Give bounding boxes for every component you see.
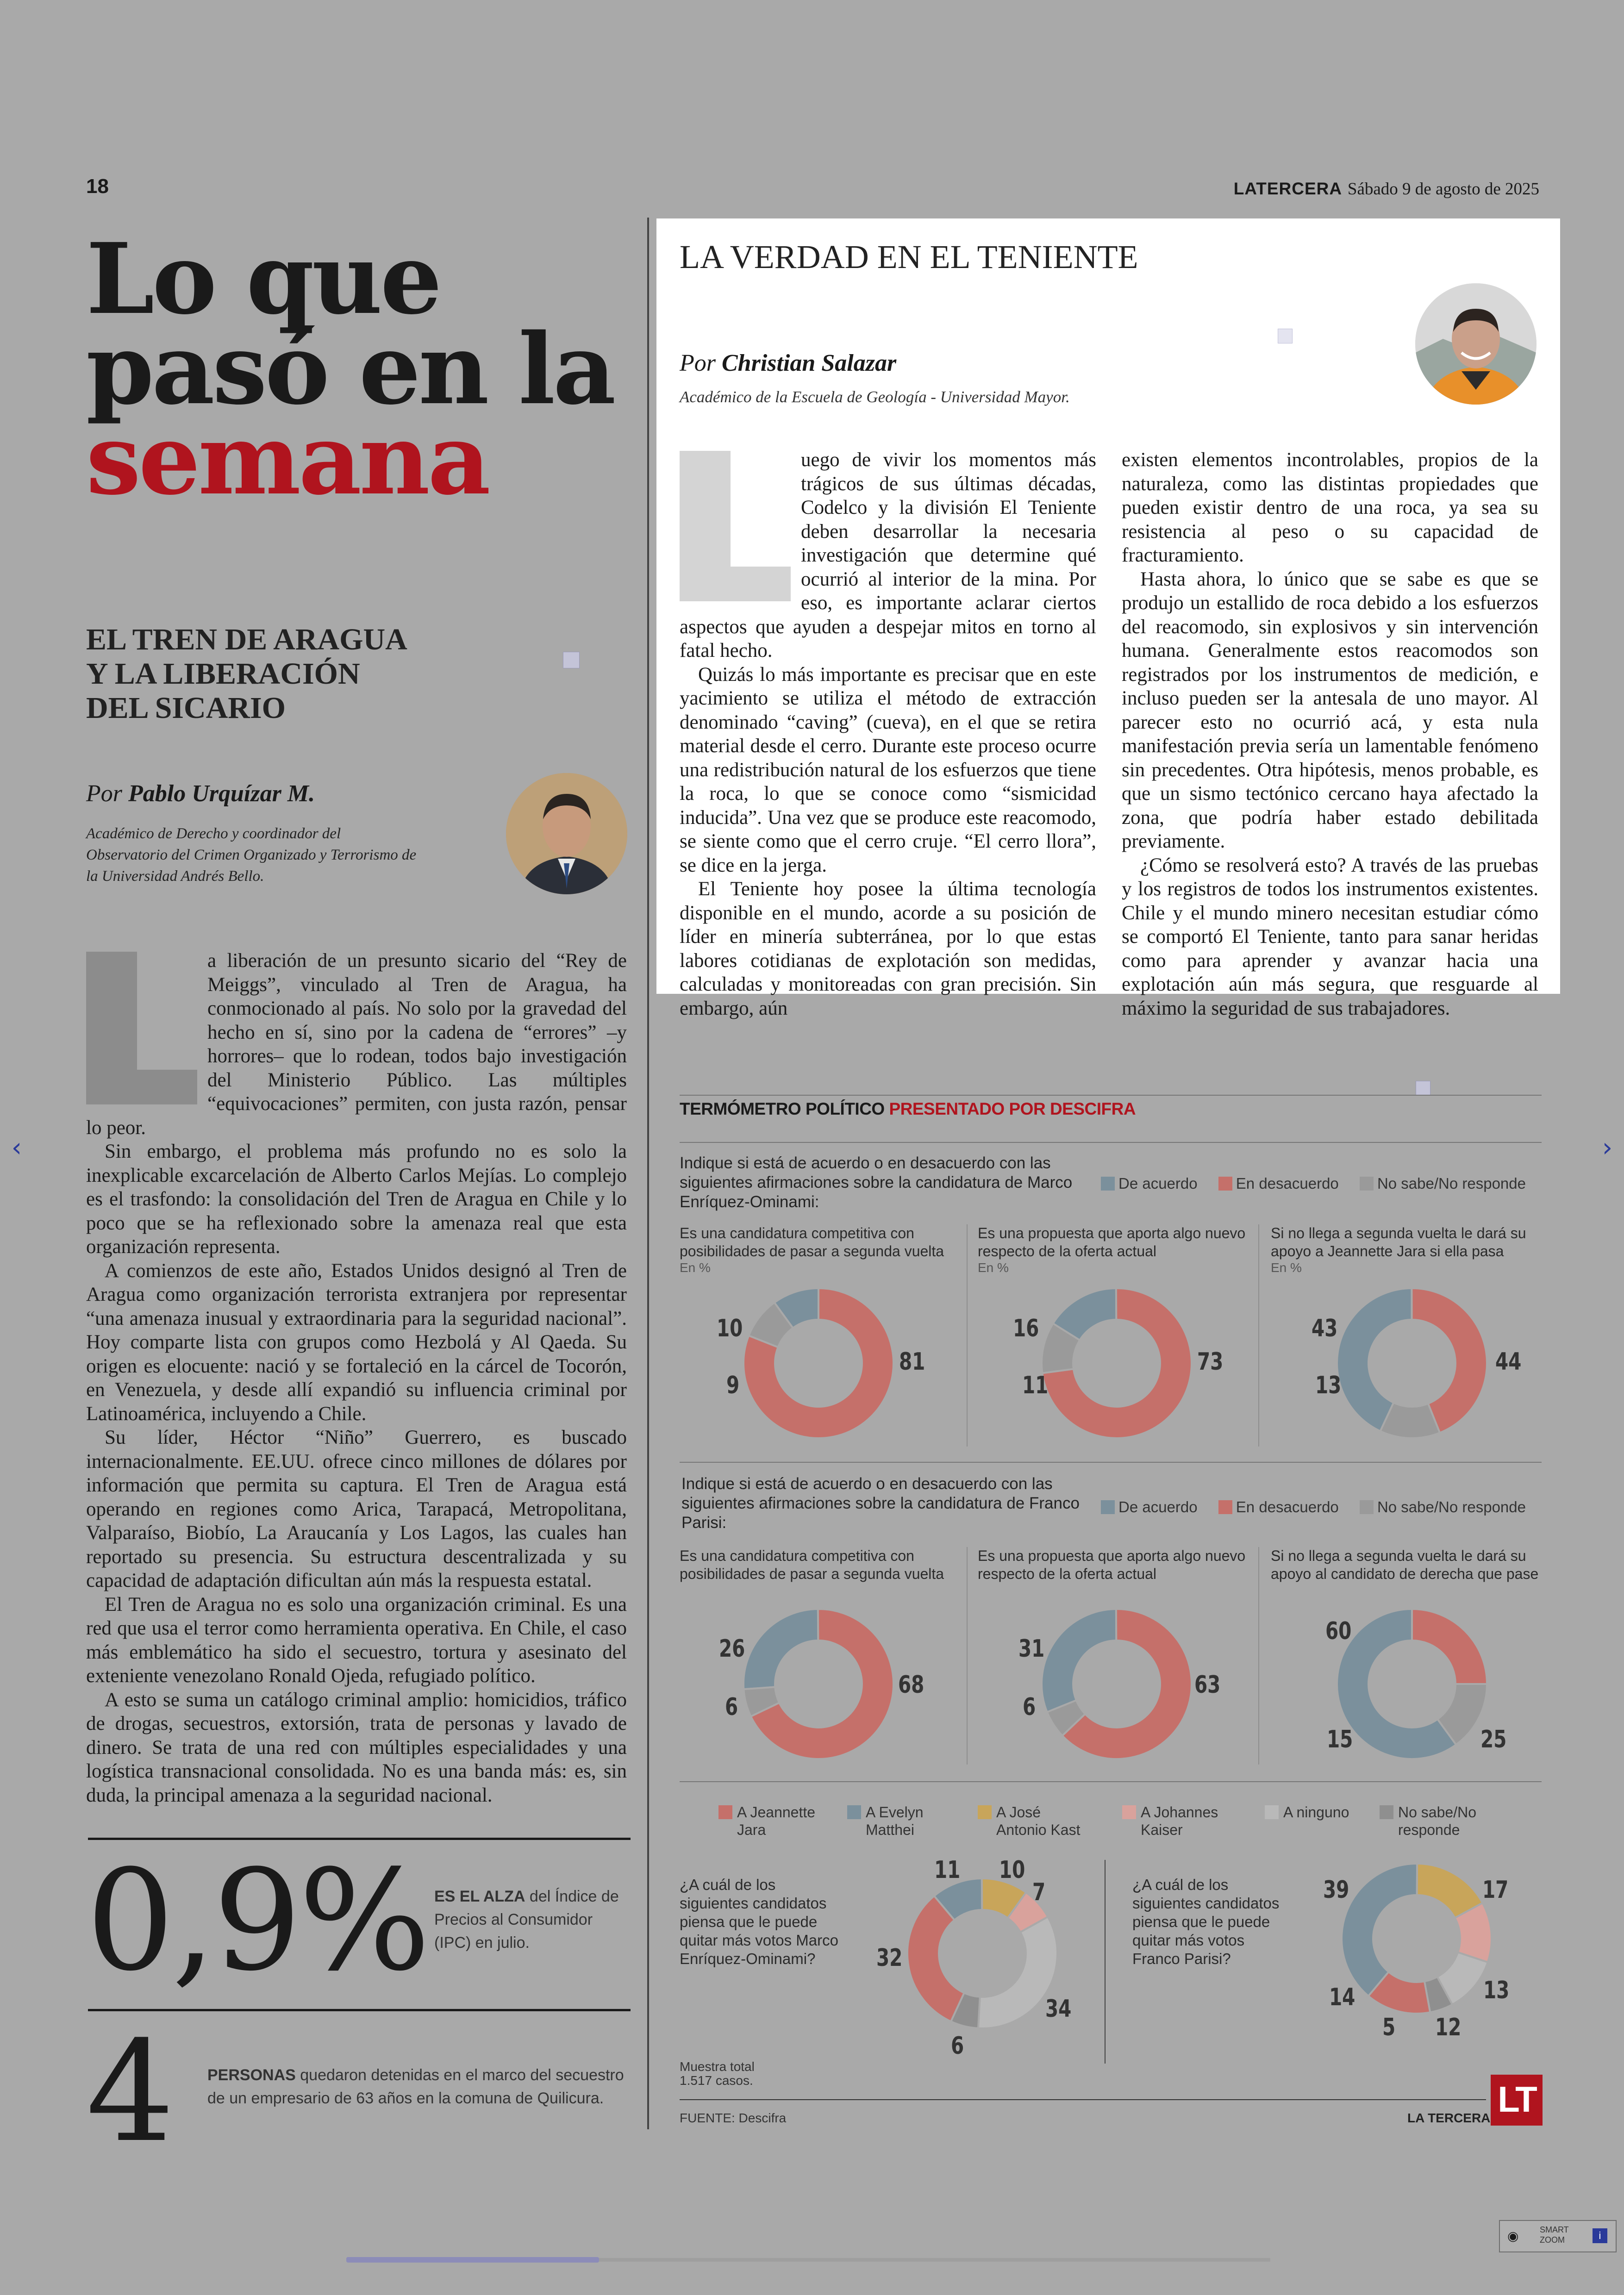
data-label: 6 [1022, 1693, 1036, 1721]
section-title-line: pasó en la [86, 312, 614, 426]
chart-title: Es una propuesta que aporta algo nuevo respecto de la oferta actual [978, 1225, 1246, 1260]
legend-item: A ninguno [1265, 1803, 1357, 1821]
author-portrait-illustration [506, 773, 627, 894]
donut-chart [1333, 1285, 1491, 1442]
data-label: 11 [934, 1856, 961, 1884]
legend-swatch [1360, 1500, 1374, 1514]
data-label: 31 [1018, 1635, 1045, 1663]
paragraph: ¿Cómo se resolverá esto? A través de las pruebas y los registros de todos los instrumentos existentes. Chile y el mundo minero necesitan estudiar cómo se comportó El Teniente, tanto para sanar heridas como para aprender y avanzar hacia una explotación aún más segura, que resguarde al máximo la seguridad de sus trabajadores. [1122, 854, 1538, 1019]
legend-item: A Evelyn Matthei [847, 1803, 954, 1839]
opinion-byline [680, 349, 896, 377]
data-label: 68 [898, 1671, 924, 1699]
donut-slice [1042, 1609, 1116, 1712]
section-title-highlight: semana [86, 402, 488, 517]
legend-item: A José Antonio Kast [978, 1803, 1089, 1839]
donut-slice [1342, 1864, 1417, 1996]
legend-item: No sabe/No responde [1360, 1498, 1526, 1515]
stat-caption [207, 2064, 633, 2110]
stat-caption-bold: ES EL ALZA [434, 1888, 525, 1905]
masthead [1234, 179, 1539, 199]
author-name: Christian Salazar [722, 350, 897, 376]
legend-swatch [847, 1805, 861, 1819]
stat-big-number: 4 [86, 2011, 175, 2173]
author-photo [1415, 283, 1537, 405]
article-title-line: EL TREN DE ARAGUA [86, 623, 407, 656]
legend-item: A Jeannette Jara [718, 1803, 825, 1839]
legend-swatch [1122, 1805, 1136, 1819]
poll-legend [1101, 1175, 1526, 1192]
byline-prefix: Por [86, 780, 128, 807]
divider [680, 1781, 1542, 1782]
drop-cap-l [680, 451, 791, 601]
legend-swatch [1265, 1805, 1279, 1819]
legend-item: De acuerdo [1101, 1175, 1198, 1192]
poll-title-sponsor: PRESENTADO POR DESCIFRA [889, 1099, 1136, 1118]
smart-zoom-button[interactable] [1499, 2220, 1617, 2252]
paragraph: uego de vivir los momentos más trágicos de sus últimas décadas, Codelco y la división El Teniente deben desarrollar la necesaria investigación que determine qué ocurrió al interior de la mina. Por eso, es importante aclarar ciertos aspectos que ayuden a despejar mitos en torno al fatal hecho. [680, 449, 1096, 661]
legend-item: No sabe/No responde [1380, 1803, 1491, 1839]
page-scroll-thumb[interactable] [346, 2257, 599, 2263]
stat-caption-text: quedaron detenidas en el marco del secuestro de un empresario de 63 años en la comuna de Quilicura. [207, 2066, 624, 2107]
note-marker-icon[interactable] [563, 652, 580, 668]
chart-unit: En % [1271, 1260, 1302, 1275]
stat-big-value: 0,9% [86, 1840, 428, 2002]
article-body-left [86, 949, 627, 1807]
chart-panel [680, 1547, 967, 1583]
paragraph: Hasta ahora, lo único que se sabe es que se produjo un estallido de roca debido a los esfuerzos del reacomodo, sin explosivos y sin intervención humana. Generalmente estos reacomodos son registrados por los instrumentos de medición, e incluso pueden ser la antesala de uno mayor. Al parecer esto no ocurrió acá, y esta nula manifestación previa sería un lamentable fenómeno sin precedentes. Otra hipótesis, menos probable, es que un sismo tectónico cercano haya afectado la zona, que podría haber estado debilitada previamente. [1122, 568, 1538, 852]
la-tercera-logo [1491, 2075, 1543, 2126]
stat-caption [434, 1885, 629, 1954]
section-title-line: Lo que [86, 222, 440, 336]
note-marker-icon[interactable] [1278, 329, 1293, 343]
legend-swatch [1101, 1500, 1115, 1514]
eye-icon: ◉ [1507, 2228, 1519, 2244]
byline [86, 780, 315, 807]
chart-panel [1271, 1224, 1544, 1275]
chart-panel [978, 1547, 1255, 1583]
data-label: 25 [1480, 1726, 1507, 1753]
paragraph: A esto se suma un catálogo criminal amplio: homicidios, tráfico de drogas, secuestros, extorsión, trata de personas y lavado de dinero. Se trata de una red con múltiples especialidades y una logística transnacional consolidada. No es una banda más: es, sin duda, la principal amenaza a la seguridad nacional. [86, 1689, 627, 1806]
stat-caption-bold: PERSONAS [207, 2066, 296, 2084]
data-label: 73 [1197, 1348, 1224, 1376]
divider [680, 1095, 1542, 1096]
legend-swatch [1101, 1177, 1115, 1191]
divider [680, 1142, 1542, 1143]
article-title-line: DEL SICARIO [86, 691, 286, 725]
data-label: 43 [1311, 1315, 1338, 1342]
author-bio: Académico de Derecho y coordinador del Observatorio del Crimen Organizado y Terrorismo de la Universidad Andrés Bello. [86, 825, 417, 885]
paragraph: Su líder, Héctor “Niño” Guerrero, es buscado internacionalmente. EE.UU. ofrece cinco millones de dólares por información que permita su captura. El Tren de Aragua está operando en regiones como Arica, Tarapacá, Metropolitana, Valparaíso, Biobío, La Araucanía y Los Lagos, las cuales han reportado su presencia. Su estructura descentralizada y su capacidad de adaptación dificultan aún más la respuesta estatal. [86, 1427, 627, 1591]
legend-swatch [718, 1805, 732, 1819]
chart-title: Es una candidatura competitiva con posibilidades de pasar a segunda vuelta [680, 1225, 944, 1260]
poll-title-main: TERMÓMETRO POLÍTICO [680, 1099, 885, 1118]
next-page-arrow-icon[interactable]: › [1602, 1133, 1613, 1163]
data-label: 6 [950, 2032, 964, 2060]
data-label: 63 [1194, 1671, 1221, 1699]
data-label: 10 [716, 1315, 743, 1342]
poll-question: ¿A cuál de los siguientes candidatos piensa que le puede quitar más votos Marco Enríquez-Ominami? [680, 1876, 838, 1967]
poll-title [680, 1099, 1136, 1119]
legend-swatch [1380, 1805, 1393, 1819]
legend-swatch [1218, 1177, 1232, 1191]
page-number: 18 [86, 175, 109, 198]
donut-chart [1333, 1605, 1491, 1763]
donut-chart [1038, 1285, 1195, 1442]
chart-unit: En % [978, 1260, 1009, 1275]
poll-question: Indique si está de acuerdo o en desacuerdo con las siguientes afirmaciones sobre la candidatura de Marco Enríquez-Ominami: [680, 1154, 1073, 1211]
legend-swatch [1360, 1177, 1374, 1191]
chart-panel [978, 1224, 1251, 1275]
legend-item: De acuerdo [1101, 1498, 1198, 1515]
donut-slice [1412, 1609, 1487, 1684]
data-label: 13 [1315, 1372, 1342, 1399]
info-icon: i [1593, 2228, 1607, 2243]
panel-divider [1258, 1547, 1259, 1765]
data-label: 7 [1032, 1878, 1046, 1906]
paragraph: Quizás lo más importante es precisar que en este yacimiento se utiliza el método de extracción denominado “caving” (cueva), en el que se retira material desde el cerro. Durante este proceso ocurre una redistribución natural de los esfuerzos que tiene la roca, lo que se conoce como “sismicidad inducida”. Una vez que se produce este reacomodo, se siente como que el cerro cruje. “El cerro llora”, se dice en la jerga. [680, 663, 1096, 876]
previous-page-arrow-icon[interactable]: ‹ [11, 1133, 22, 1163]
data-label: 81 [899, 1348, 925, 1376]
panel-divider [1258, 1224, 1259, 1447]
drop-cap-l [86, 952, 197, 1104]
paragraph: A comienzos de este año, Estados Unidos designó al Tren de Aragua como organización terrorista extranjera por representar “una amenaza inusual y extraordinaria para la seguridad nacional”. Hoy comparte lista con grupos como Hezbolá y Al Qaeda. Su origen es elocuente: nació y se fortaleció en la cárcel de Tocorón, en Venezuela, y desde allí expandió su influencia criminal por Latinoamérica, incluyendo a Chile. [86, 1260, 627, 1425]
opinion-column-2 [1122, 448, 1538, 1020]
data-label: 11 [1022, 1372, 1049, 1399]
data-label: 14 [1329, 1983, 1355, 2011]
paragraph: El Tren de Aragua no es solo una organización criminal. Es una red que usa el terror como herramienta operativa. En Chile, el caso más emblemático ha sido el secuestro, tortura y asesinato del exteniente venezolano Ronald Ojeda, refugiado político. [86, 1593, 627, 1687]
opinion-column-1 [680, 448, 1096, 1020]
author-bio: Académico de la Escuela de Geología - Universidad Mayor. [680, 388, 1070, 406]
data-label: 16 [1012, 1315, 1039, 1342]
data-label: 44 [1495, 1348, 1522, 1376]
donut-chart [1338, 1860, 1495, 2017]
paragraph: El Teniente hoy posee la última tecnología disponible en el mundo, acorde a su posición de líder en minería subterránea, por lo que estas labores cotidianas de explotación son medidas, calculadas y monitoreadas con gran precisión. Sin embargo, aún [680, 878, 1096, 1019]
data-label: 60 [1325, 1617, 1352, 1645]
panel-divider [1105, 1860, 1106, 2064]
donut-chart [740, 1605, 897, 1763]
data-label: 26 [718, 1635, 745, 1663]
donut-slice [743, 1609, 818, 1689]
poll-question: ¿A cuál de los siguientes candidatos piensa que le puede quitar más votos Franco Parisi? [1132, 1876, 1280, 1967]
issue-date: Sábado 9 de agosto de 2025 [1347, 180, 1539, 199]
panel-divider [967, 1224, 968, 1447]
byline-prefix: Por [680, 350, 722, 376]
source-note: FUENTE: Descifra [680, 2111, 787, 2125]
chart-title: Es una propuesta que aporta algo nuevo respecto de la oferta actual [978, 1547, 1246, 1582]
note-marker-icon[interactable] [1416, 1081, 1430, 1096]
chart-title: Si no llega a segunda vuelta le dará su apoyo al candidato de derecha que pase [1271, 1547, 1539, 1582]
divider [680, 2099, 1486, 2100]
data-label: 12 [1435, 2014, 1462, 2041]
author-portrait-illustration [1415, 283, 1537, 405]
data-label: 10 [999, 1856, 1025, 1884]
legend-item: No sabe/No responde [1360, 1175, 1526, 1192]
donut-chart [740, 1285, 897, 1442]
data-label: 13 [1483, 1977, 1510, 2004]
legend-swatch [1218, 1500, 1232, 1514]
paragraph: a liberación de un presunto sicario del “Rey de Meiggs”, vinculado al Tren de Aragua, ha conmocionado al país. No solo por la gravedad del hecho en sí, sino por la cadena de “errores” –y horrores– que lo rodean, todos bajo investigación del Ministerio Público. Las múltiples “equivocaciones” permiten, con justa razón, pensar lo peor. [86, 950, 627, 1139]
legend-item: En desacuerdo [1218, 1175, 1339, 1192]
data-label: 5 [1382, 2014, 1396, 2041]
opinion-title: LA VERDAD EN EL TENIENTE [680, 238, 1138, 275]
author-name: Pablo Urquízar M. [128, 780, 315, 807]
section-title [86, 222, 614, 517]
chart-unit: En % [680, 1260, 711, 1275]
panel-divider [967, 1547, 968, 1765]
poll-legend [1101, 1498, 1526, 1516]
poll-question: Indique si está de acuerdo o en desacuerdo con las siguientes afirmaciones sobre la candidatura de Franco Parisi: [681, 1475, 1080, 1532]
legend-swatch [978, 1805, 992, 1819]
smart-zoom-label: SMART ZOOM [1540, 2225, 1569, 2245]
chart-panel [1271, 1547, 1549, 1583]
chart-title: Si no llega a segunda vuelta le dará su apoyo a Jeannette Jara si ella pasa [1271, 1225, 1526, 1260]
paragraph: Sin embargo, el problema más profundo no es solo la inexplicable excarcelación de Alberto Carlos Mejías. Lo complejo es el trasfondo: la consolidación del Tren de Aragua en Chile y lo poco que se ha reflexionado sobre la amenaza real que esta organización representa. [86, 1141, 627, 1258]
data-label: 6 [725, 1693, 738, 1721]
sample-size: Muestra total 1.517 casos. [680, 2059, 755, 2088]
article-title [86, 623, 407, 725]
data-label: 34 [1045, 1995, 1072, 2023]
author-photo [506, 773, 627, 894]
data-label: 9 [726, 1372, 740, 1399]
data-label: 15 [1326, 1726, 1353, 1753]
paragraph: existen elementos incontrolables, propios de la naturaleza, como las distintas propiedades que pueden existir dentro de una roca, ya sea su resistencia al peso o su capacidad de fracturamiento. [1122, 449, 1538, 566]
article-title-line: Y LA LIBERACIÓN [86, 657, 360, 691]
legend-item: A Johannes Kaiser [1122, 1803, 1233, 1839]
stat-caption-text: del Índice de Precios al Consumidor (IPC) en julio. [434, 1888, 619, 1952]
data-label: 39 [1323, 1876, 1349, 1904]
brand-name: LATERCERA [1233, 179, 1343, 198]
donut-chart [1038, 1605, 1195, 1763]
chart-panel [680, 1224, 953, 1275]
column-rule [647, 218, 649, 2129]
data-label: 17 [1482, 1876, 1509, 1904]
footer-brand: LA TERCERA [1407, 2111, 1491, 2125]
divider [680, 1462, 1542, 1463]
chart-title: Es una candidatura competitiva con posibilidades de pasar a segunda vuelta [680, 1547, 944, 1582]
logo-text: LT [1498, 2079, 1536, 2120]
data-label: 32 [876, 1944, 903, 1972]
legend-item: En desacuerdo [1218, 1498, 1339, 1515]
